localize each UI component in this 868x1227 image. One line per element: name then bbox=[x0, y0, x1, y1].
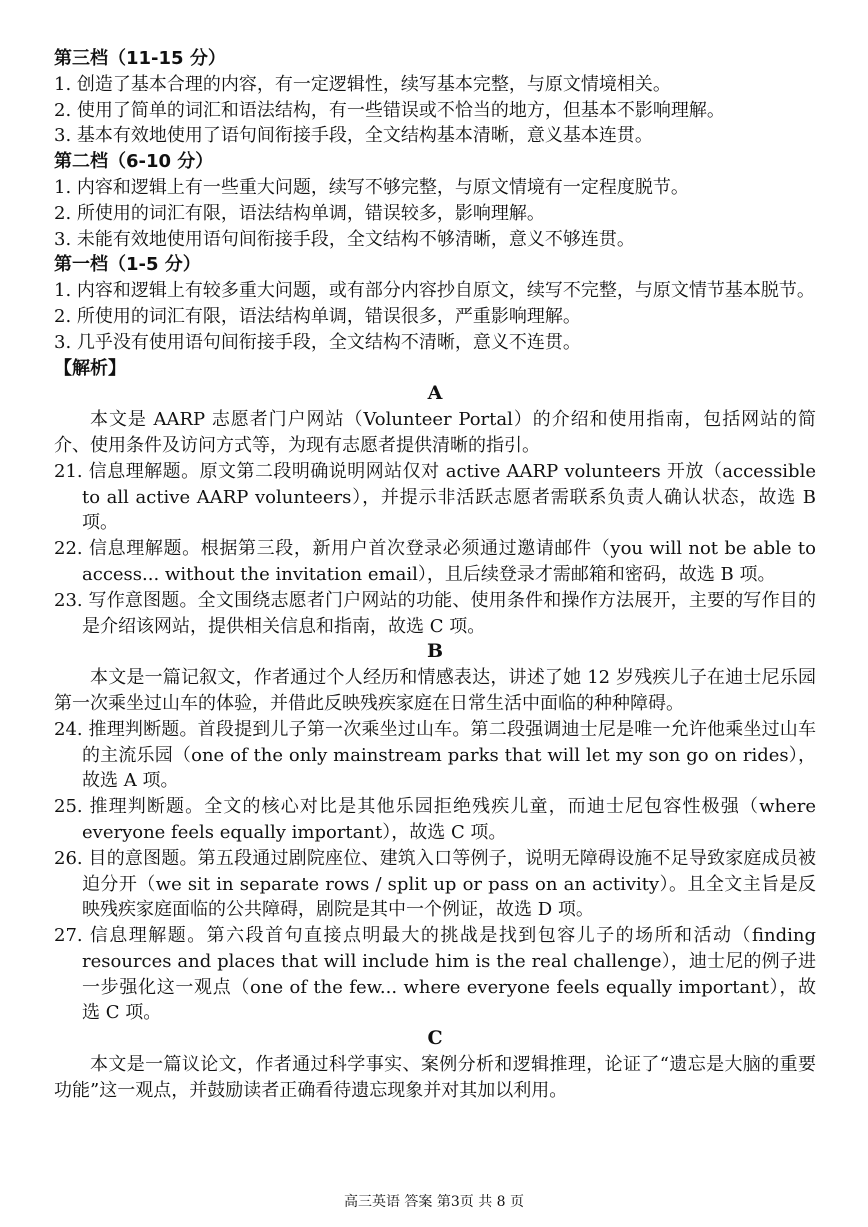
tier-heading: 第二档（6-10 分） bbox=[54, 151, 214, 173]
analysis-heading: 【解析】 bbox=[54, 357, 126, 379]
tier-criterion: 2. 所使用的词汇有限，语法结构单调，错误较多，影响理解。 bbox=[54, 202, 545, 224]
page-footer: 高三英语 答案 第3页 共 8 页 bbox=[343, 1194, 525, 1210]
answer-item: 22. 信息理解题。根据第三段，新用户首次登录必须通过邀请邮件（you will not be able to access... without the invitation email），且后续登录才需邮箱和密码，故选 B 项。 bbox=[54, 538, 816, 585]
answer-key-page bbox=[54, 46, 816, 1104]
section-intro: 本文是 AARP 志愿者门户网站（Volunteer Portal）的介绍和使用指南，包括网站的简介、使用条件及访问方式等，为现有志愿者提供清晰的指引。 bbox=[54, 409, 816, 456]
answer-item: 27. 信息理解题。第六段首句直接点明最大的挑战是找到包容儿子的场所和活动（finding resources and places that will include him is the real challenge），迪士尼的例子进一步强化这一观点（one of the few... where everyone feels equally important），故选 C 项。 bbox=[54, 925, 816, 1024]
tier-criterion: 3. 基本有效地使用了语句间衔接手段，全文结构基本清晰，意义基本连贯。 bbox=[54, 125, 653, 147]
tier-criterion: 2. 使用了简单的词汇和语法结构，有一些错误或不恰当的地方，但基本不影响理解。 bbox=[54, 99, 725, 121]
tier-criterion: 2. 所使用的词汇有限，语法结构单调，错误很多，严重影响理解。 bbox=[54, 305, 581, 327]
section-c bbox=[54, 1026, 816, 1103]
answer-item: 21. 信息理解题。原文第二段明确说明网站仅对 active AARP volunteers 开放（accessible to all active AARP volunteers），并提示非活跃志愿者需联系负责人确认状态，故选 B 项。 bbox=[54, 460, 816, 534]
section-letter: A bbox=[427, 382, 443, 405]
tier-3 bbox=[54, 46, 816, 149]
answer-item: 25. 推理判断题。全文的核心对比是其他乐园拒绝残疾儿童，而迪士尼包容性极强（where everyone feels equally important），故选 C 项。 bbox=[54, 796, 816, 843]
answer-item: 26. 目的意图题。第五段通过剧院座位、建筑入口等例子，说明无障碍设施不足导致家庭成员被迫分开（we sit in separate rows / split up or pass on an activity）。且全文主旨是反映残疾家庭面临的公共障碍，剧院是其中一个例证，故选 D 项。 bbox=[54, 847, 816, 921]
answer-item: 24. 推理判断题。首段提到儿子第一次乘坐过山车。第二段强调迪士尼是唯一允许他乘坐过山车的主流乐园（one of the only mainstream parks that will let my son go on rides），故选 A 项。 bbox=[54, 718, 816, 792]
tier-criterion: 3. 未能有效地使用语句间衔接手段，全文结构不够清晰，意义不够连贯。 bbox=[54, 228, 635, 250]
tier-criterion: 3. 几乎没有使用语句间衔接手段，全文结构不清晰，意义不连贯。 bbox=[54, 331, 581, 353]
tier-heading: 第一档（1-5 分） bbox=[54, 254, 201, 276]
section-letter: C bbox=[427, 1027, 443, 1050]
section-letter: B bbox=[426, 640, 444, 663]
tier-criterion: 1. 内容和逻辑上有一些重大问题，续写不够完整，与原文情境有一定程度脱节。 bbox=[54, 176, 689, 198]
section-a bbox=[54, 381, 816, 639]
section-intro: 本文是一篇记叙文，作者通过个人经历和情感表达，讲述了她 12 岁残疾儿子在迪士尼乐园第一次乘坐过山车的体验，并借此反映残疾家庭在日常生活中面临的种种障碍。 bbox=[54, 667, 816, 714]
tier-2 bbox=[54, 149, 816, 252]
tier-criterion: 1. 内容和逻辑上有较多重大问题，或有部分内容抄自原文，续写不完整，与原文情节基本脱节。 bbox=[54, 280, 815, 302]
tier-heading: 第三档（11-15 分） bbox=[54, 48, 226, 69]
tier-1 bbox=[54, 252, 816, 355]
answer-item: 23. 写作意图题。全文围绕志愿者门户网站的功能、使用条件和操作方法展开，主要的写作目的是介绍该网站，提供相关信息和指南，故选 C 项。 bbox=[54, 589, 816, 637]
tier-criterion: 1. 创造了基本合理的内容，有一定逻辑性，续写基本完整，与原文情境相关。 bbox=[54, 73, 671, 95]
section-intro: 本文是一篇议论文，作者通过科学事实、案例分析和逻辑推理，论证了“遗忘是大脑的重要功能”这一观点，并鼓励读者正确看待遗忘现象并对其加以利用。 bbox=[54, 1054, 816, 1101]
section-b bbox=[54, 639, 816, 1026]
